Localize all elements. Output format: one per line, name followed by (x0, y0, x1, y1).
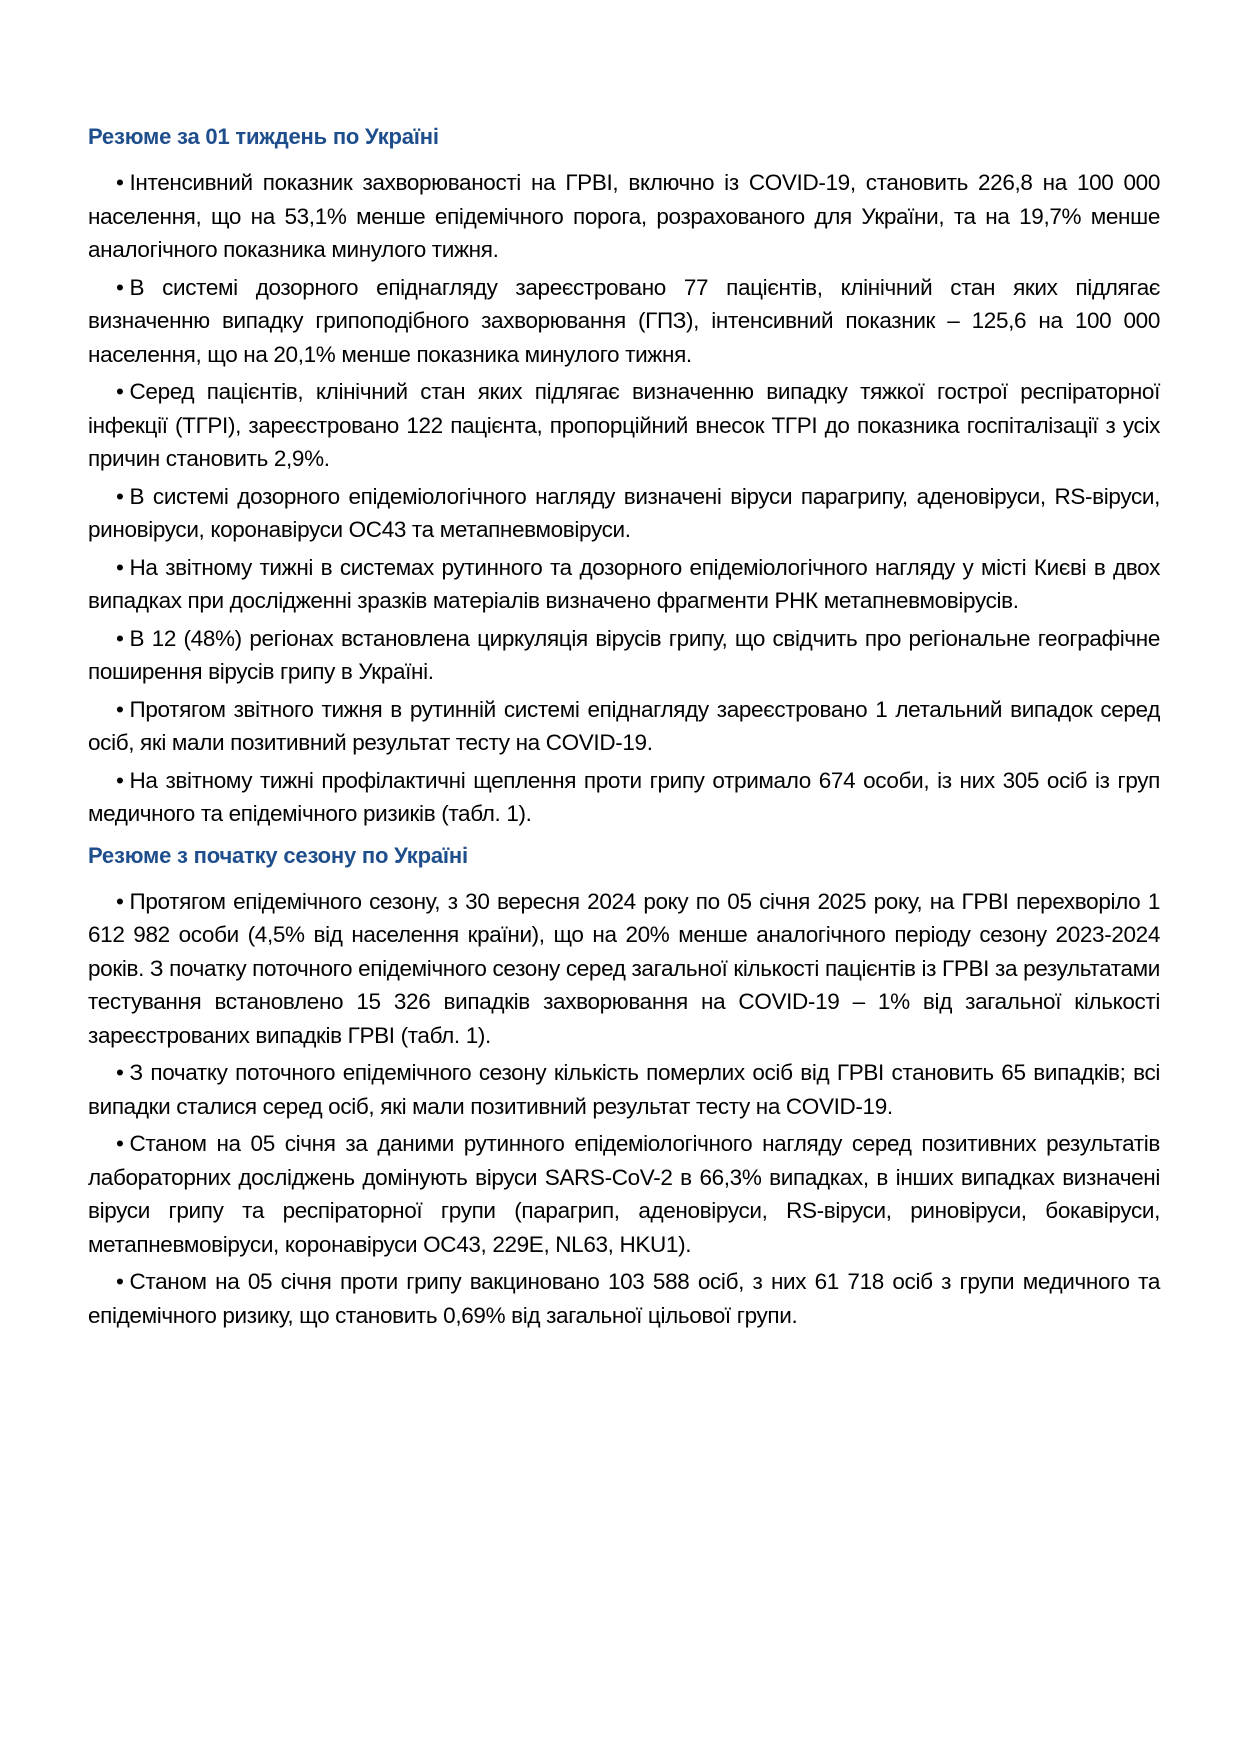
bullet-icon: • (116, 1131, 124, 1156)
list-item-text: Станом на 05 січня проти грипу вакциновано 103 588 осіб, з них 61 718 осіб з групи медичного та епідемічного ризику, що становить 0,69% від загальної цільової групи. (88, 1269, 1160, 1328)
list-item-text: Серед пацієнтів, клінічний стан яких підлягає визначенню випадку тяжкої гострої респіраторної інфекції (ТГРІ), зареєстровано 122 пацієнта, пропорційний внесок ТГРІ до показника госпіталізації з усіх причин становить 2,9%. (88, 379, 1160, 471)
list-item (88, 480, 1160, 547)
list-item (88, 764, 1160, 831)
bullet-icon: • (116, 888, 124, 914)
list-item (88, 375, 1160, 476)
bullet-icon: • (116, 274, 124, 300)
bullet-icon: • (116, 1060, 124, 1085)
bullet-icon: • (116, 1269, 124, 1294)
list-item-text: Протягом звітного тижня в рутинній системі епіднагляду зареєстровано 1 летальний випадок серед осіб, які мали позитивний результат тесту на COVID-19. (88, 696, 1160, 755)
list-item-text: З початку поточного епідемічного сезону кількість померлих осіб від ГРВІ становить 65 випадків; всі випадки сталися серед осіб, які мали позитивний результат тесту на COVID-19. (88, 1060, 1160, 1119)
bullet-icon: • (116, 625, 124, 651)
list-item-text: Інтенсивний показник захворюваності на ГРВІ, включно із COVID-19, становить 226,8 на 100 000 населення, що на 53,1% менше епідемічного порога, розрахованого для України, та на 19,7% менше аналогічного показника минулого тижня. (88, 170, 1160, 262)
bullet-icon: • (116, 379, 124, 404)
list-item-text: В системі дозорного епідеміологічного нагляду визначені віруси парагрипу, аденовіруси, RS-віруси, риновіруси, коронавіруси OC43 та метапневмовіруси. (88, 483, 1160, 542)
list-item (88, 271, 1160, 372)
season-summary-list (88, 885, 1160, 1333)
section-heading-weekly-summary: Резюме за 01 тиждень по Україні (88, 124, 439, 149)
list-item (88, 693, 1160, 760)
bullet-icon: • (116, 170, 124, 195)
document-page (88, 120, 1160, 1336)
list-item (88, 1056, 1160, 1123)
list-item-text: На звітному тижні профілактичні щеплення проти грипу отримало 674 особи, із них 305 осіб із груп медичного та епідемічного ризиків (табл. 1). (88, 767, 1160, 826)
bullet-icon: • (116, 554, 124, 580)
list-item (88, 166, 1160, 267)
section-heading-season-summary: Резюме з початку сезону по Україні (88, 842, 468, 868)
list-item (88, 1127, 1160, 1261)
bullet-icon: • (116, 483, 124, 509)
bullet-icon: • (116, 696, 124, 722)
list-item-text: В системі дозорного епіднагляду зареєстровано 77 пацієнтів, клінічний стан яких підлягає визначенню випадку грипоподібного захворювання (ГПЗ), інтенсивний показник – 125,6 на 100 000 населення, що на 20,1% менше показника минулого тижня. (88, 274, 1160, 367)
list-item (88, 1265, 1160, 1332)
bullet-icon: • (116, 767, 124, 793)
list-item (88, 622, 1160, 689)
weekly-summary-list (88, 166, 1160, 831)
list-item-text: Протягом епідемічного сезону, з 30 вересня 2024 року по 05 січня 2025 року, на ГРВІ перехворіло 1 612 982 особи (4,5% від населення країни), що на 20% менше аналогічного періоду сезону 2023-2024 років. З початку поточного епідемічного сезону серед загальної кількості пацієнтів із ГРВІ за результатами тестування встановлено 15 326 випадків захворювання на COVID-19 – 1% від загальної кількості зареєстрованих випадків ГРВІ (табл. 1). (88, 888, 1160, 1048)
list-item-text: В 12 (48%) регіонах встановлена циркуляція вірусів грипу, що свідчить про регіональне географічне поширення вірусів грипу в Україні. (88, 625, 1160, 684)
list-item-text: Станом на 05 січня за даними рутинного епідеміологічного нагляду серед позитивних результатів лабораторних досліджень домінують віруси SARS-CoV-2 в 66,3% випадках, в інших випадках визначені віруси грипу та респіраторної групи (парагрип, аденовіруси, RS-віруси, риновіруси, бокавіруси, метапневмовіруси, коронавіруси OC43, 229E, NL63, HKU1). (88, 1131, 1160, 1257)
list-item (88, 551, 1160, 618)
list-item (88, 885, 1160, 1053)
list-item-text: На звітному тижні в системах рутинного та дозорного епідеміологічного нагляду у місті Києві в двох випадках при дослідженні зразків матеріалів визначено фрагменти РНК метапневмовірусів. (88, 554, 1160, 613)
